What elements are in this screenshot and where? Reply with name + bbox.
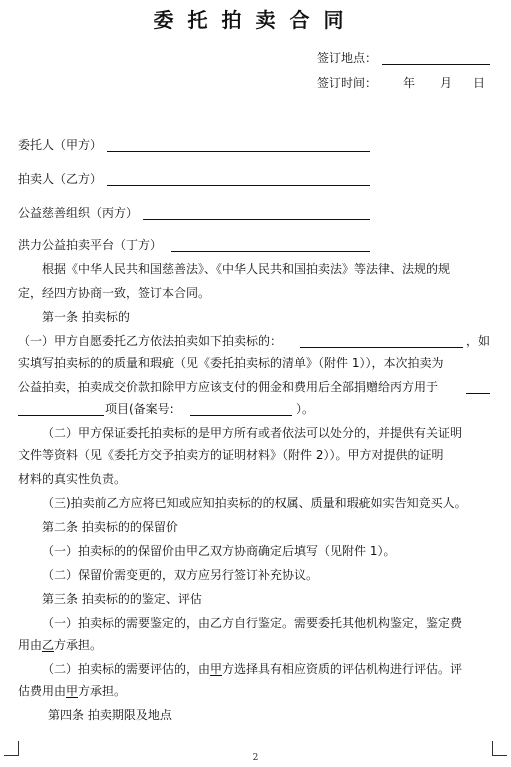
- party-d-blank: [171, 251, 370, 252]
- art2-p2: （二）保留价需变更的，双方应另行签订补充协议。: [42, 568, 319, 582]
- art3-p1-line2: [18, 638, 102, 652]
- sign-day: 日: [473, 76, 486, 90]
- party-b-label: 拍卖人（乙方）: [18, 172, 103, 186]
- art1-p2-line2: 文件等资料（见《委托方交予拍卖方的证明材料》（附件 2））。甲方对提供的证明: [18, 448, 444, 462]
- art3-p2-line2: [18, 684, 126, 698]
- art3-p2-line1-c: 方选择具有相应资质的评估机构进行评估。评: [222, 662, 463, 676]
- art1-project-blank-b: [18, 415, 104, 416]
- party-a-blank: [107, 151, 370, 152]
- art1-p1-line4-a: 项目(备案号:: [105, 402, 174, 416]
- art3-p2-line2-a: 估费用由: [18, 684, 67, 698]
- art1-p2-line1: （二）甲方保证委托拍卖标的是甲方所有或者依法可以处分的，并提供有关证明: [42, 426, 463, 440]
- art3-p1-line2-c: 方承担。: [54, 638, 103, 652]
- art1-p1-line4-b: ）。: [296, 402, 315, 416]
- party-c-label: 公益慈善组织（丙方）: [18, 206, 139, 220]
- art3-p1-line1: （一）拍卖标的需要鉴定的，由乙方自行鉴定。需要委托其他机构鉴定，鉴定费: [42, 616, 463, 630]
- art1-item-blank: [300, 347, 463, 348]
- art3-appraisal-payer: 乙: [42, 638, 55, 652]
- party-a-label: 委托人（甲方）: [18, 138, 103, 152]
- art1-p1-line1-a: （一）甲方自愿委托乙方依法拍卖如下拍卖标的：: [18, 334, 283, 348]
- party-b-blank: [107, 185, 370, 186]
- sign-place-blank: [382, 64, 490, 65]
- article-2-heading: 第二条 拍卖标的的保留价: [42, 520, 178, 534]
- art1-p1-line2: 实填写拍卖标的的质量和瑕疵（见《委托拍卖标的清单》（附件 1）），本次拍卖为: [18, 356, 444, 370]
- article-1-heading: 第一条 拍卖标的: [42, 310, 130, 324]
- sign-year: 年: [403, 76, 416, 90]
- sign-month: 月: [440, 76, 453, 90]
- article-3-heading: 第三条 拍卖标的的鉴定、评估: [42, 592, 202, 606]
- intro-line-2: 定，经四方协商一致，签订本合同。: [18, 286, 211, 300]
- art3-p2-line1: [42, 662, 462, 676]
- sign-place-label: 签订地点：: [317, 51, 378, 65]
- party-c-blank: [143, 219, 370, 220]
- sign-time-label: 签订时间：: [317, 76, 378, 90]
- document-title: 委托拍卖合同: [153, 8, 358, 32]
- art3-evaluation-payer: 甲: [66, 684, 79, 698]
- art2-p1: （一）拍卖标的的保留价由甲乙双方协商确定后填写（见附件 1）。: [42, 544, 396, 558]
- art3-p2-line1-a: （二）拍卖标的需要评估的，由: [42, 662, 211, 676]
- art1-p2-line3: 材料的真实性负责。: [18, 472, 127, 486]
- intro-line-1: 根据《中华人民共和国慈善法》、《中华人民共和国拍卖法》等法律、法规的规: [42, 262, 451, 276]
- art3-p1-line2-a: 用由: [18, 638, 43, 652]
- art1-p3-line1: （三)拍卖前乙方应将已知或应知拍卖标的的权属、质量和瑕疵如实告知竞买人。: [42, 496, 467, 510]
- party-d-label: 洪力公益拍卖平台（丁方）: [18, 238, 163, 252]
- article-4-heading: 第四条 拍卖期限及地点: [48, 708, 172, 722]
- art1-project-blank-a: [466, 393, 490, 394]
- page-number: 2: [252, 753, 259, 763]
- art1-p1-line3: 公益拍卖，拍卖成交价款扣除甲方应该支付的佣金和费用后全部捐赠给丙方用于: [18, 380, 439, 394]
- art1-p1-line1-b: ，如: [466, 334, 491, 348]
- art3-evaluator-chooser: 甲: [210, 662, 223, 676]
- art3-p2-line2-c: 方承担。: [78, 684, 127, 698]
- art1-record-number-blank: [190, 415, 292, 416]
